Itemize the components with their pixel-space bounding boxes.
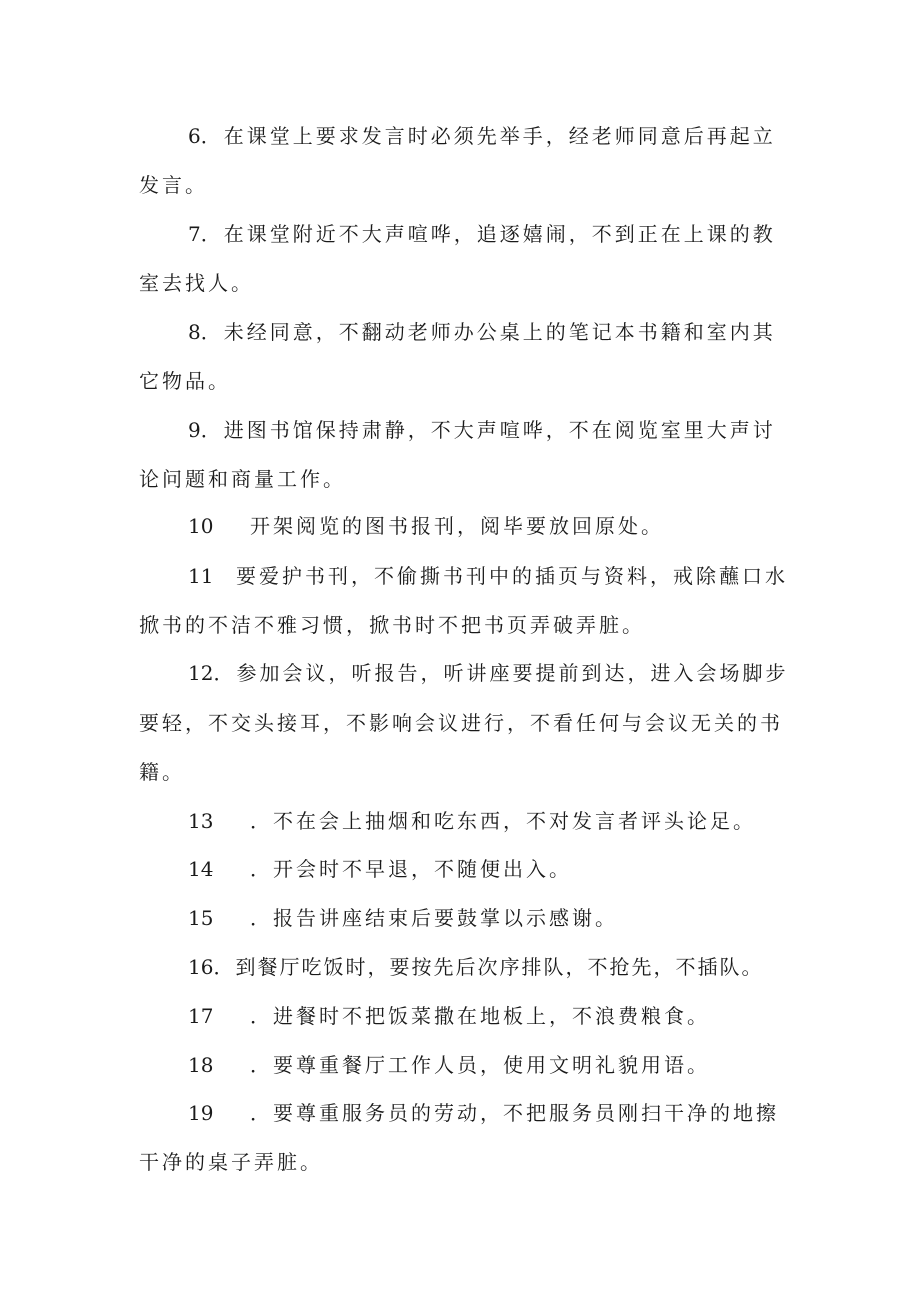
item-number: 12 — [188, 661, 214, 685]
item-text: ．报告讲座结束后要鼓掌以示感谢。 — [250, 906, 618, 930]
item-number: 7 — [188, 222, 201, 246]
list-item-6-line-1 — [188, 123, 776, 149]
item-number: 18 — [188, 1053, 214, 1077]
item-number: 13 — [188, 809, 214, 833]
list-item-19-line-2 — [139, 1149, 323, 1175]
list-item-14-line-1 — [188, 856, 572, 882]
item-number: 16 — [188, 955, 214, 979]
item-text: ．在课堂附近不大声喧哗，追逐嬉闹，不到正在上课的教 — [200, 222, 776, 246]
item-number: 6 — [188, 124, 201, 148]
list-item-12-line-2 — [139, 710, 783, 736]
item-text: ．参加会议，听报告，听讲座要提前到达，进入会场脚步 — [213, 661, 789, 685]
item-text: ．不在会上抽烟和吃东西，不对发言者评头论足。 — [250, 809, 756, 833]
item-number: 14 — [188, 857, 214, 881]
item-text: ．在课堂上要求发言时必须先举手，经老师同意后再起立 — [200, 124, 776, 148]
list-item-10-line-1 — [188, 513, 664, 539]
item-text: 论问题和商量工作。 — [139, 467, 346, 491]
item-text: ．要尊重餐厅工作人员，使用文明礼貌用语。 — [250, 1053, 710, 1077]
list-item-8-line-1 — [188, 319, 776, 345]
item-text: ．进图书馆保持肃静，不大声喧哗，不在阅览室里大声讨 — [200, 418, 776, 442]
list-item-17-line-1 — [188, 1003, 710, 1029]
item-number: 9 — [188, 418, 201, 442]
item-text: ．要尊重服务员的劳动，不把服务员刚扫干净的地擦 — [250, 1101, 779, 1125]
item-number: 17 — [188, 1004, 214, 1028]
item-number: 19 — [188, 1101, 214, 1125]
item-number: 8 — [188, 320, 201, 344]
item-text: 干净的桌子弄脏。 — [139, 1150, 323, 1174]
list-item-11-line-2 — [139, 612, 645, 638]
item-number: 10 — [188, 514, 214, 538]
list-item-16-line-1 — [188, 954, 763, 980]
item-number: 15 — [188, 906, 214, 930]
list-item-12-line-1 — [188, 660, 788, 686]
item-text: 室去找人。 — [139, 271, 254, 295]
list-item-6-line-2 — [139, 172, 208, 198]
item-text: ．开会时不早退，不随便出入。 — [250, 857, 572, 881]
list-item-18-line-1 — [188, 1052, 710, 1078]
list-item-8-line-2 — [139, 368, 231, 394]
item-text: 籍。 — [139, 760, 185, 784]
list-item-15-line-1 — [188, 905, 618, 931]
list-item-7-line-2 — [139, 270, 254, 296]
item-text: 发言。 — [139, 173, 208, 197]
item-number: 11 — [188, 564, 214, 588]
list-item-11-line-1 — [188, 563, 788, 589]
list-item-7-line-1 — [188, 221, 776, 247]
item-text: ．进餐时不把饭菜撒在地板上，不浪费粮食。 — [250, 1004, 710, 1028]
item-text: 要轻，不交头接耳，不影响会议进行，不看任何与会议无关的书 — [139, 711, 783, 735]
item-text: ．未经同意，不翻动老师办公桌上的笔记本书籍和室内其 — [200, 320, 776, 344]
item-text: 开架阅览的图书报刊，阅毕要放回原处。 — [250, 514, 664, 538]
item-text: 它物品。 — [139, 369, 231, 393]
list-item-19-line-1 — [188, 1100, 779, 1126]
item-text: 要爱护书刊，不偷撕书刊中的插页与资料，戒除蘸口水 — [236, 564, 788, 588]
list-item-9-line-1 — [188, 417, 776, 443]
list-item-12-line-3 — [139, 759, 185, 785]
list-item-9-line-2 — [139, 466, 346, 492]
item-text: ．到餐厅吃饭时，要按先后次序排队，不抢先，不插队。 — [213, 955, 764, 979]
list-item-13-line-1 — [188, 808, 756, 834]
item-text: 掀书的不洁不雅习惯，掀书时不把书页弄破弄脏。 — [139, 613, 645, 637]
